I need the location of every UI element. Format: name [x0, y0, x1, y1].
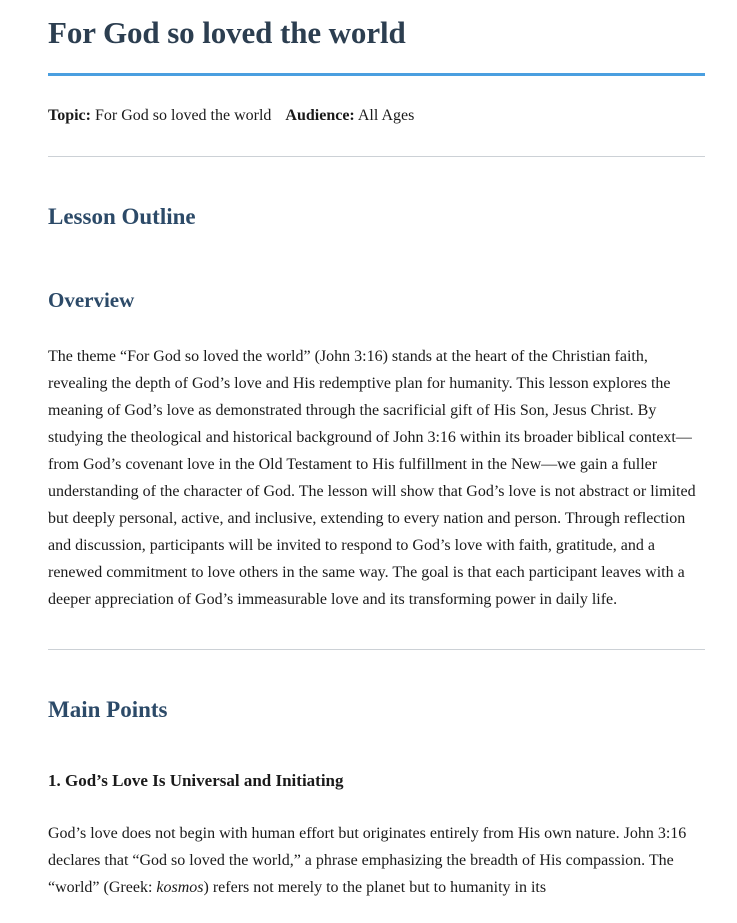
audience-label: Audience:	[285, 107, 355, 125]
document-content	[48, 0, 705, 901]
main-point-1-paragraph	[48, 792, 705, 901]
main-point-1-text-before: God’s love does not begin with human effort but originates entirely from His own nature. John 3:16 declares that “God so loved the world,” a phrase emphasizing the breadth of His compassion. The “world” (Greek:	[48, 825, 687, 897]
audience-value: All Ages	[357, 107, 415, 125]
page-title: For God so loved the world	[48, 15, 406, 50]
topic-value: For God so loved the world	[94, 107, 272, 125]
greek-term-kosmos: kosmos	[156, 879, 204, 897]
sub-heading-overview: Overview	[48, 287, 135, 312]
document-meta	[48, 104, 705, 128]
section-heading-main-points: Main Points	[48, 697, 168, 723]
topic-label: Topic:	[48, 107, 91, 125]
main-point-1-heading: 1. God’s Love Is Universal and Initiating	[48, 770, 344, 790]
main-point-1-text-after: ) refers not merely to the planet but to humanity in its	[203, 879, 547, 897]
title-accent-rule	[48, 73, 705, 76]
section-heading-lesson-outline: Lesson Outline	[48, 204, 196, 230]
overview-paragraph: The theme “For God so loved the world” (John 3:16) stands at the heart of the Christian faith, revealing the depth of God’s love and His redemptive plan for humanity. This lesson explores the meaning of God’s love as demonstrated through the sacrificial gift of His Son, Jesus Christ. By studying the theological and historical background of John 3:16 within its broader biblical context—from God’s covenant love in the Old Testament to His fulfillment in the New—we gain a fuller understanding of the character of God. The lesson will show that God’s love is not abstract or limited but deeply personal, active, and inclusive, extending to every nation and person. Through reflection and discussion, participants will be invited to respond to God’s love with faith, gratitude, and a renewed commitment to love others in the same way. The goal is that each participant leaves with a deeper appreciation of God’s immeasurable love and its transforming power in daily life.	[48, 348, 696, 609]
